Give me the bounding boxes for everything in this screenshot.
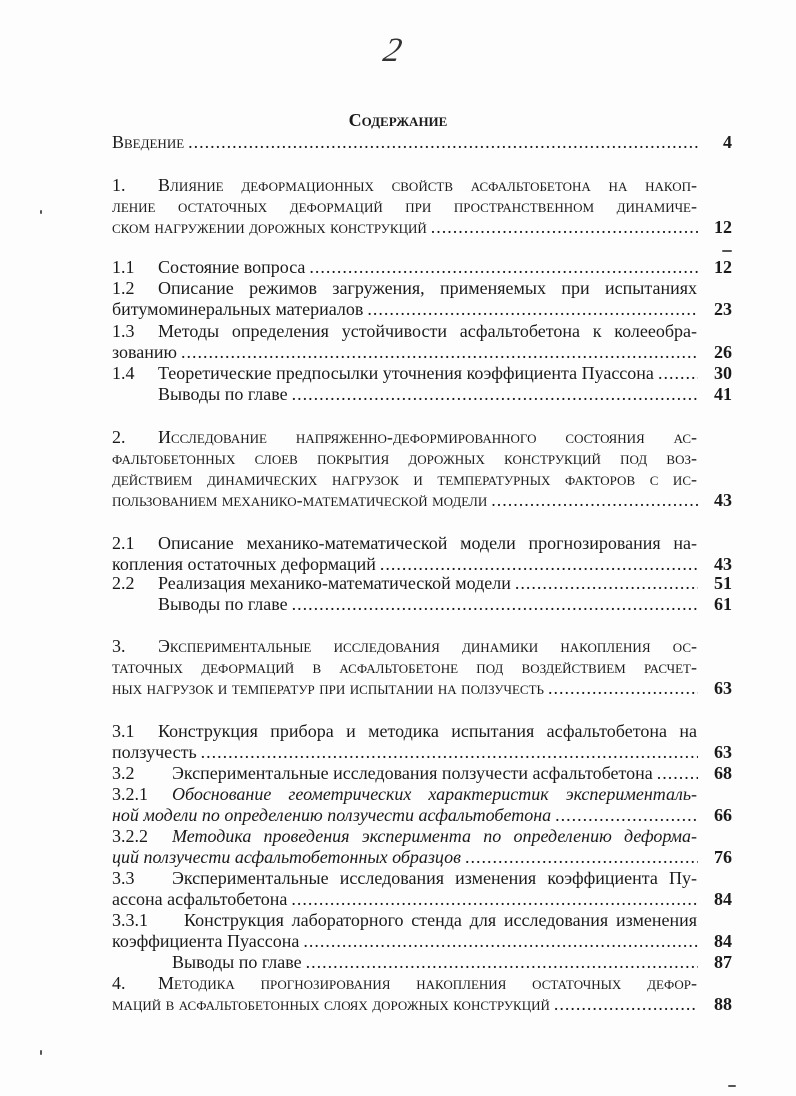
toc-entry-line xyxy=(112,656,732,678)
leader-dots xyxy=(658,362,698,384)
section-title: Обоснование геометрических характеристик эксперименталь- xyxy=(172,784,697,804)
leader-dots xyxy=(309,256,698,278)
leader-dots xyxy=(367,298,698,320)
section-title: Выводы по главе xyxy=(158,594,288,614)
section-number: 3.2.1 xyxy=(112,784,148,804)
section-title: Введение xyxy=(112,132,185,152)
section-title: Состояние вопроса xyxy=(158,257,306,277)
section-title: Описание механико-математической модели прогнозирования на- xyxy=(158,533,697,553)
leader-dots xyxy=(188,131,698,153)
toc-entry-line xyxy=(112,804,732,826)
scan-speck xyxy=(40,1050,42,1055)
section-number: 3.2.2 xyxy=(112,826,148,846)
section-title: Конструкция лабораторного стенда для исследования изменения xyxy=(184,910,697,930)
leader-dots xyxy=(431,216,698,238)
toc-entry-line xyxy=(112,447,732,469)
page-number: 63 xyxy=(714,742,732,762)
toc-entry-line xyxy=(112,741,732,763)
page-number: 61 xyxy=(714,594,732,614)
section-title: ползучесть xyxy=(112,742,197,762)
leader-dots xyxy=(291,888,698,910)
toc-entry-line xyxy=(112,677,732,699)
section-number: 3.3.1 xyxy=(112,910,148,930)
leader-dots xyxy=(515,572,698,594)
section-number: 3.2 xyxy=(112,763,135,783)
leader-dots xyxy=(465,846,698,868)
section-number: 1.3 xyxy=(112,321,135,341)
page-number: 30 xyxy=(714,363,732,383)
toc-entry-line xyxy=(112,909,732,931)
section-title: ассона асфальтобетона xyxy=(112,889,288,909)
section-title: Методика проведения эксперимента по определению деформа- xyxy=(172,826,697,846)
toc-entry-line xyxy=(112,216,732,238)
toc-entry-line xyxy=(112,489,732,511)
section-title: ных нагрузок и температур при испытании на ползучесть xyxy=(112,678,544,698)
toc-entry-line xyxy=(112,131,732,153)
toc-entry-line xyxy=(112,867,732,889)
leader-dots xyxy=(491,489,698,511)
scan-speck xyxy=(40,210,42,214)
section-number: 3. xyxy=(112,636,126,656)
toc-entry-line xyxy=(112,256,732,278)
section-title: фальтобетонных слоев покрытия дорожных конструкций под воз- xyxy=(112,448,697,468)
toc-entry-line xyxy=(112,362,732,384)
page-number: 88 xyxy=(714,994,732,1014)
toc-entry-line xyxy=(112,720,732,742)
toc-entry-line xyxy=(112,383,732,405)
toc-entry-line xyxy=(112,762,732,784)
leader-dots xyxy=(657,762,698,784)
section-title: Экспериментальные исследования изменения коэффициента Пу- xyxy=(172,868,697,888)
section-title: Методика прогнозирования накопления остаточных дефор- xyxy=(158,973,697,993)
toc-entry-line xyxy=(112,174,732,196)
page-number: 66 xyxy=(714,805,732,825)
toc-entry-line xyxy=(112,341,732,363)
section-title: Экспериментальные исследования ползучести асфальтобетона xyxy=(172,763,653,783)
section-title: Влияние деформационных свойств асфальтобетона на накоп- xyxy=(158,175,697,195)
leader-dots xyxy=(292,593,698,615)
leader-dots xyxy=(181,341,698,363)
section-number: 2.2 xyxy=(112,573,135,593)
toc-entry-line xyxy=(112,298,732,320)
toc-entry-line xyxy=(112,320,732,342)
section-title: Описание режимов загружения, применяемых при испытаниях xyxy=(158,278,697,298)
section-title: зованию xyxy=(112,342,177,362)
section-number: 3.3 xyxy=(112,868,135,888)
toc-entry-line xyxy=(112,532,732,554)
page-number: 84 xyxy=(714,889,732,909)
page-number: 76 xyxy=(714,847,732,867)
section-title: коэффициента Пуассона xyxy=(112,931,300,951)
leader-dots xyxy=(548,677,698,699)
section-number: 1.1 xyxy=(112,257,135,277)
section-title: Исследование напряженно-деформированного состояния ас- xyxy=(158,427,697,447)
page-number: 84 xyxy=(714,931,732,951)
section-title: таточных деформаций в асфальтобетоне под воздействием расчет- xyxy=(112,657,697,677)
page-number: 87 xyxy=(714,952,732,972)
toc-entry-line xyxy=(112,572,732,594)
page-number: 63 xyxy=(714,678,732,698)
toc-entry-line xyxy=(112,825,732,847)
page-number: 26 xyxy=(714,342,732,362)
toc-entry-line xyxy=(112,277,732,299)
page-number: 23 xyxy=(714,299,732,319)
section-number: 1.2 xyxy=(112,278,135,298)
toc-entry-line xyxy=(112,846,732,868)
section-title: пользованием механико-математической модели xyxy=(112,490,488,510)
section-title: Методы определения устойчивости асфальтобетона к колееобра- xyxy=(158,321,697,341)
section-title: ском нагружении дорожных конструкций xyxy=(112,217,427,237)
page-number: 12 xyxy=(714,257,732,277)
section-title: Теоретические предпосылки уточнения коэффициента Пуассона xyxy=(158,363,654,383)
section-title: копления остаточных деформаций xyxy=(112,554,376,574)
scan-speck xyxy=(722,250,732,252)
section-title: Экспериментальные исследования динамики накопления ос- xyxy=(158,636,697,656)
section-number: 2.1 xyxy=(112,533,135,553)
page-number: 4 xyxy=(723,132,732,152)
section-title: ций ползучести асфальтобетонных образцов xyxy=(112,847,461,867)
section-title: ление остаточных деформаций при пространственном динамиче- xyxy=(112,196,697,216)
toc-title: Содержание xyxy=(348,110,448,130)
section-number: 3.1 xyxy=(112,721,135,741)
section-number: 4. xyxy=(112,973,126,993)
section-number: 1.4 xyxy=(112,363,135,383)
toc-entry-line xyxy=(112,972,732,994)
section-title: Выводы по главе xyxy=(158,384,288,404)
page-number: 43 xyxy=(714,554,732,574)
toc-entry-line xyxy=(112,195,732,217)
section-title: маций в асфальтобетонных слоях дорожных конструкций xyxy=(112,994,550,1014)
section-number: 2. xyxy=(112,427,126,447)
leader-dots xyxy=(554,993,698,1015)
leader-dots xyxy=(201,741,698,763)
toc-entry-line xyxy=(112,468,732,490)
page-number: 12 xyxy=(714,217,732,237)
page-number: 51 xyxy=(714,573,732,593)
scan-speck xyxy=(728,1085,736,1087)
section-title: Выводы по главе xyxy=(172,952,302,972)
section-title: ной модели по определению ползучести асфальтобетона xyxy=(112,805,552,825)
section-title: Конструкция прибора и методика испытания асфальтобетона на xyxy=(158,721,697,741)
section-title: битумоминеральных материалов xyxy=(112,299,364,319)
section-number: 1. xyxy=(112,175,126,195)
section-title: действием динамических нагрузок и температурных факторов с ис- xyxy=(112,469,697,489)
leader-dots xyxy=(303,930,698,952)
toc-entry-line xyxy=(112,951,732,973)
leader-dots xyxy=(292,383,698,405)
page-number: 43 xyxy=(714,490,732,510)
page-number: 41 xyxy=(714,384,732,404)
toc-entry-line xyxy=(112,426,732,448)
toc-entry-line xyxy=(112,635,732,657)
toc-entry-line xyxy=(112,593,732,615)
toc-entry-line xyxy=(112,930,732,952)
leader-dots xyxy=(555,804,698,826)
section-title: Реализация механико-математической модели xyxy=(158,573,511,593)
toc-entry-line xyxy=(112,993,732,1015)
leader-dots xyxy=(306,951,698,973)
handwritten-page-mark: 2 xyxy=(380,32,406,69)
page-number: 68 xyxy=(714,763,732,783)
toc-entry-line xyxy=(112,783,732,805)
toc-entry-line xyxy=(112,888,732,910)
